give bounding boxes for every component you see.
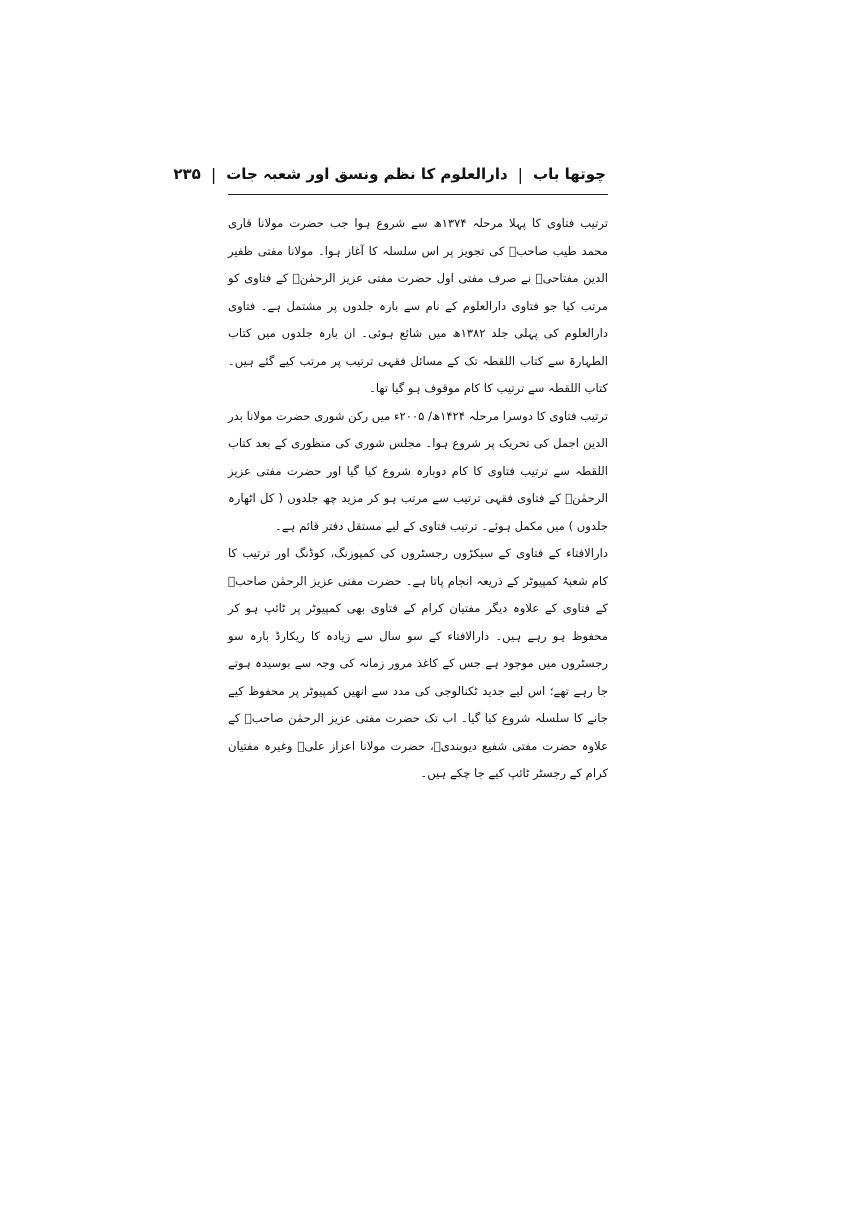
header-rule	[228, 194, 608, 195]
paragraph-1: ترتیب فتاوی کا پہلا مرحلہ ۱۳۷۴ھ سے شروع ہوا جب حضرت مولانا قاری محمد طیب صاحبؒ کی تجویز پر اس سلسلہ کا آغاز ہوا۔ مولانا مفتی ظفیر الدین مفتاحیؒ نے صرف مفتی اول حضرت مفتی عزیز الرحمٰنؒ کے فتاوی کو مرتب کیا جو فتاوی دارالعلوم کے نام سے بارہ جلدوں پر مشتمل ہے۔ فتاوی دارالعلوم کی پہلی جلد ۱۳۸۲ھ میں شائع ہوئی۔ ان بارہ جلدوں میں کتاب الطہارۃ سے کتاب اللقطہ تک کے مسائل فقہی ترتیب پر مرتب کیے گئے ہیں۔ کتاب اللقطہ سے ترتیب کا کام موقوف ہو گیا تھا۔	[228, 216, 609, 395]
running-header	[173, 160, 606, 188]
paragraph-2: ترتیب فتاوی کا دوسرا مرحلہ ۱۴۲۴ھ/ ۲۰۰۵ء میں رکن شوری حضرت مولانا بدر الدین اجمل کی تحریک پر شروع ہوا۔ مجلس شوری کی منظوری کے بعد کتاب اللقطہ سے ترتیب فتاوی کا کام دوبارہ شروع کیا گیا اور حضرت مفتی عزیز الرحمٰنؒ کے فتاوی فقہی ترتیب سے مرتب ہو کر مزید چھ جلدوں ( کل اٹھارہ جلدوں ) میں مکمل ہوئے۔ ترتیب فتاوی کے لیے مستقل دفتر قائم ہے۔	[228, 408, 608, 533]
body-text	[228, 210, 608, 788]
chapter-label: چوتھا باب	[533, 165, 606, 183]
page-number: ۲۳۵	[173, 165, 201, 183]
header-separator: |	[517, 164, 524, 184]
section-title: دارالعلوم کا نظم ونسق اور شعبہ جات	[226, 165, 508, 183]
header-separator-2: |	[210, 164, 217, 184]
paragraph-3: دارالافتاء کے فتاوی کے سیکڑوں رجسٹروں کی کمپوزنگ، کوڈنگ اور ترتیب کا کام شعبۂ کمپیوٹر کے ذریعہ انجام پاتا ہے۔ حضرت مفتی عزیز الرحمٰن صاحبؒ کے فتاوی کے علاوہ دیگر مفتیان کرام کے فتاوی بھی کمپیوٹر پر ٹائپ ہو کر محفوظ ہو رہے ہیں۔ دارالافتاء کے سو سال سے زیادہ کا ریکارڈ بارہ سو رجسٹروں میں موجود ہے جس کے کاغذ مرور زمانہ کی وجہ سے بوسیدہ ہوتے جا رہے تھے؛ اس لیے جدید ٹکنالوجی کی مدد سے انھیں کمپیوٹر پر محفوظ کیے جانے کا سلسلہ شروع کیا گیا۔ اب تک حضرت مفتی عزیز الرحمٰن صاحبؒ کے علاوہ حضرت مفتی شفیع دیوبندیؒ، حضرت مولانا اعزاز علیؒ وغیرہ مفتیان کرام کے رجسٹر ٹائپ کیے جا چکے ہیں۔	[228, 546, 608, 780]
